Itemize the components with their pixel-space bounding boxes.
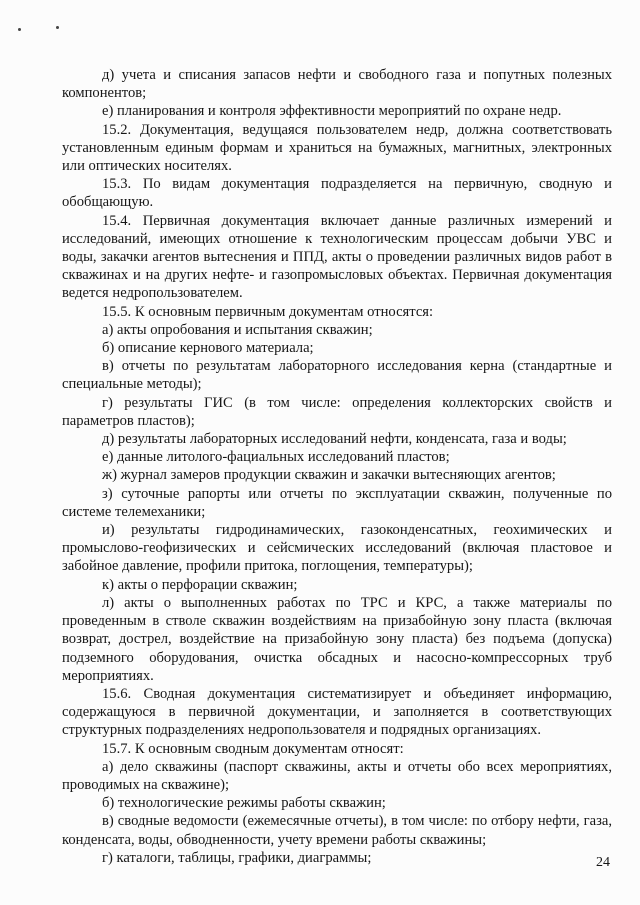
paragraph: г) каталоги, таблицы, графики, диаграммы; [102,849,372,866]
paragraph: 15.3. По видам документация подразделяется на первичную, сводную и обобщающую. [62,176,612,211]
paragraph: 15.4. Первичная документация включает данные различных измерений и исследований, имеющих отношение к технологическим процессам добычи УВС и воды, закачки агентов вытеснения и ППД, акты о проведении различных видов работ в скважинах и на других нефте- и газопромысловых объектах. Первичная документация ведется недропользователем. [62,212,612,302]
paragraph: б) описание кернового материала; [102,340,314,357]
paragraph: д) результаты лабораторных исследований нефти, конденсата, газа и воды; [102,431,567,448]
document-body [62,66,612,867]
paragraph: 15.2. Документация, ведущаяся пользователем недр, должна соответствовать установленным единым формам и храниться на бумажных, магнитных, электронных или оптических носителях. [62,121,612,175]
paragraph: е) планирования и контроля эффективности мероприятий по охране недр. [102,103,562,120]
page-number: 24 [596,855,610,870]
paragraph: в) отчеты по результатам лабораторного исследования керна (стандартные и специальные методы); [62,358,612,393]
paragraph: а) акты опробования и испытания скважин; [102,321,373,338]
paragraph: 15.5. К основным первичным документам относятся: [102,303,434,320]
paragraph: к) акты о перфорации скважин; [102,576,298,593]
paragraph: е) данные литолого-фациальных исследований пластов; [102,449,450,466]
paragraph: з) суточные рапорты или отчеты по эксплуатации скважин, полученные по системе телемеханики; [62,485,612,520]
paragraph: б) технологические режимы работы скважин; [102,795,386,812]
paragraph: 15.6. Сводная документация систематизирует и объединяет информацию, содержащуюся в первичной документации, и заполняется в соответствующих структурных подразделениях недропользователя и подрядных организациях. [62,685,612,739]
paragraph: в) сводные ведомости (ежемесячные отчеты), в том числе: по отбору нефти, газа, конденсата, воды, обводненности, учету времени работы скважины; [62,813,612,848]
paragraph: и) результаты гидродинамических, газоконденсатных, геохимических и промыслово-геофизических и сейсмических исследований (включая пластовое и забойное давление, профили притока, поглощения, температуры); [62,522,612,575]
scan-speck [18,28,21,31]
paragraph: ж) журнал замеров продукции скважин и закачки вытесняющих агентов; [102,467,556,484]
paragraph: а) дело скважины (паспорт скважины, акты и отчеты обо всех мероприятиях, проводимых на скважине); [62,758,612,793]
paragraph: 15.7. К основным сводным документам относят: [102,740,404,757]
paragraph: г) результаты ГИС (в том числе: определения коллекторских свойств и параметров пластов); [62,394,612,429]
paragraph: л) акты о выполненных работах по ТРС и КРС, а также материалы по проведенным в стволе скважин воздействиям на призабойную зону пласта (включая возврат, дострел, воздействие на призабойную зону пласта) без подъема (допуска) подземного оборудования, очистка обсадных и насосно-компрессорных труб мероприятиях. [62,594,612,684]
paragraph: д) учета и списания запасов нефти и свободного газа и попутных полезных компонентов; [62,67,612,102]
scan-speck [56,26,59,29]
